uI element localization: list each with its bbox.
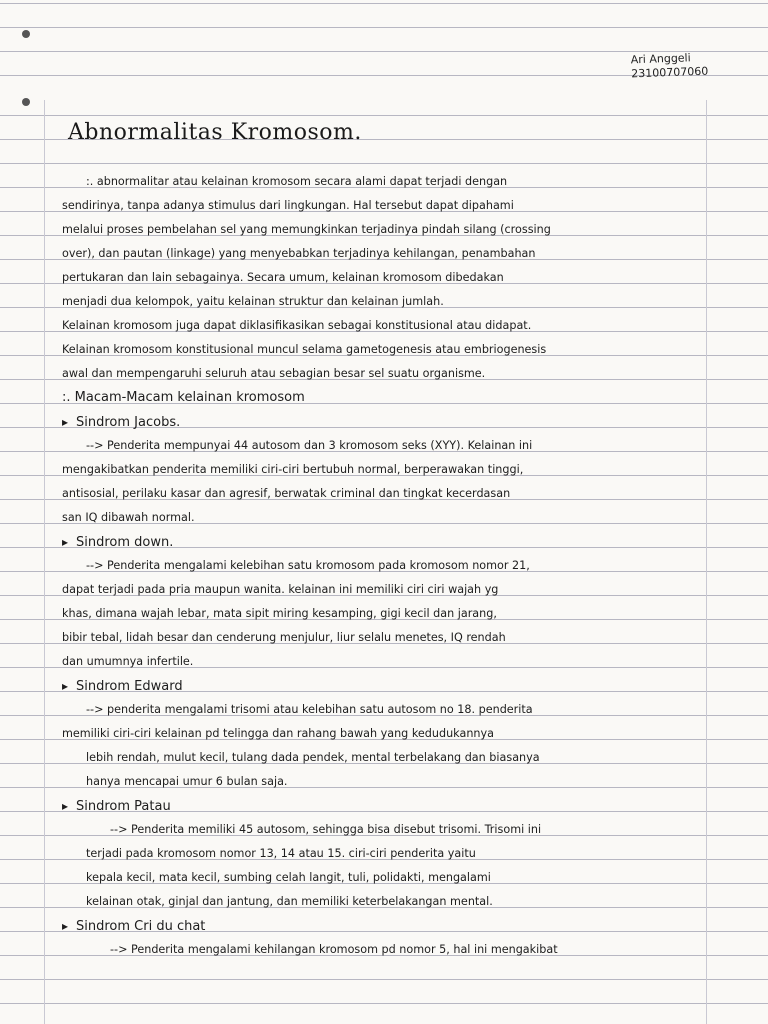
syndrome-name: Sindrom Edward [76, 679, 183, 694]
left-margin-line [44, 100, 45, 1024]
syndrome-name: Sindrom down. [76, 535, 174, 550]
paragraph-line: Kelainan kromosom juga dapat diklasifikasikan sebagai konstitusional atau didapat. [62, 319, 532, 332]
syndrome-name: Sindrom Cri du chat [76, 919, 206, 934]
syndrome-line: san IQ dibawah normal. [62, 511, 195, 524]
syndrome-line: --> Penderita mempunyai 44 autosom dan 3 kromosom seks (XYY). Kelainan ini [86, 439, 533, 452]
syndrome-line: dan umumnya infertile. [62, 655, 194, 668]
syndrome-line: --> penderita mengalami trisomi atau kelebihan satu autosom no 18. penderita [86, 703, 533, 716]
section-heading: :. Macam-Macam kelainan kromosom [62, 390, 305, 405]
syndrome-line: bibir tebal, lidah besar dan cenderung menjulur, liur selalu menetes, IQ rendah [62, 631, 506, 644]
page-title: Abnormalitas Kromosom. [68, 120, 362, 145]
paragraph-line: menjadi dua kelompok, yaitu kelainan struktur dan kelainan jumlah. [62, 295, 444, 308]
syndrome-line: mengakibatkan penderita memiliki ciri-ciri bertubuh normal, berperawakan tinggi, [62, 463, 524, 476]
syndrome-heading [62, 530, 738, 554]
author-id: 23100707060 [631, 64, 709, 81]
syndrome-heading [62, 674, 738, 698]
syndrome-heading [62, 914, 738, 938]
syndrome-line: antisosial, perilaku kasar dan agresif, berwatak criminal dan tingkat kecerdasan [62, 487, 511, 500]
bullet-icon: ▸ [62, 799, 69, 813]
syndrome-line: --> Penderita mengalami kehilangan kromosom pd nomor 5, hal ini mengakibat [110, 943, 558, 956]
syndrome-line: lebih rendah, mulut kecil, tulang dada pendek, mental terbelakang dan biasanya [86, 751, 540, 764]
syndrome-line: kepala kecil, mata kecil, sumbing celah langit, tuli, polidakti, mengalami [86, 871, 491, 884]
paragraph-line: pertukaran dan lain sebagainya. Secara umum, kelainan kromosom dibedakan [62, 271, 504, 284]
syndrome-line: memiliki ciri-ciri kelainan pd telingga dan rahang bawah yang kedudukannya [62, 727, 494, 740]
syndrome-name: Sindrom Patau [76, 799, 171, 814]
syndrome-line: kelainan otak, ginjal dan jantung, dan memiliki keterbelakangan mental. [86, 895, 493, 908]
author-name: Ari Anggeli [630, 51, 691, 67]
binding-hole [22, 98, 30, 106]
syndrome-heading [62, 794, 738, 818]
paragraph-line: Kelainan kromosom konstitusional muncul selama gametogenesis atau embriogenesis [62, 343, 547, 356]
bullet-icon: ▸ [62, 415, 69, 429]
syndrome-line: khas, dimana wajah lebar, mata sipit miring kesamping, gigi kecil dan jarang, [62, 607, 497, 620]
note-content [62, 170, 738, 962]
binding-hole [22, 30, 30, 38]
bullet-icon: ▸ [62, 535, 69, 549]
syndrome-heading [62, 410, 738, 434]
paragraph-line: awal dan mempengaruhi seluruh atau sebagian besar sel suatu organisme. [62, 367, 486, 380]
paragraph-line: over), dan pautan (linkage) yang menyebabkan terjadinya kehilangan, penambahan [62, 247, 536, 260]
syndrome-line: --> Penderita mengalami kelebihan satu kromosom pada kromosom nomor 21, [86, 559, 530, 572]
syndrome-name: Sindrom Jacobs. [76, 415, 181, 430]
paragraph-line: sendirinya, tanpa adanya stimulus dari lingkungan. Hal tersebut dapat dipahami [62, 199, 514, 212]
paragraph-line: melalui proses pembelahan sel yang memungkinkan terjadinya pindah silang (crossing [62, 223, 551, 236]
bullet-icon: ▸ [62, 919, 69, 933]
paragraph-line: :. abnormalitar atau kelainan kromosom secara alami dapat terjadi dengan [86, 175, 508, 188]
author-block [631, 51, 709, 82]
syndrome-line: terjadi pada kromosom nomor 13, 14 atau 15. ciri-ciri penderita yaitu [86, 847, 476, 860]
syndrome-line: --> Penderita memiliki 45 autosom, sehingga bisa disebut trisomi. Trisomi ini [110, 823, 542, 836]
syndrome-line: hanya mencapai umur 6 bulan saja. [86, 775, 288, 788]
syndrome-line: dapat terjadi pada pria maupun wanita. kelainan ini memiliki ciri ciri wajah yg [62, 583, 499, 596]
bullet-icon: ▸ [62, 679, 69, 693]
